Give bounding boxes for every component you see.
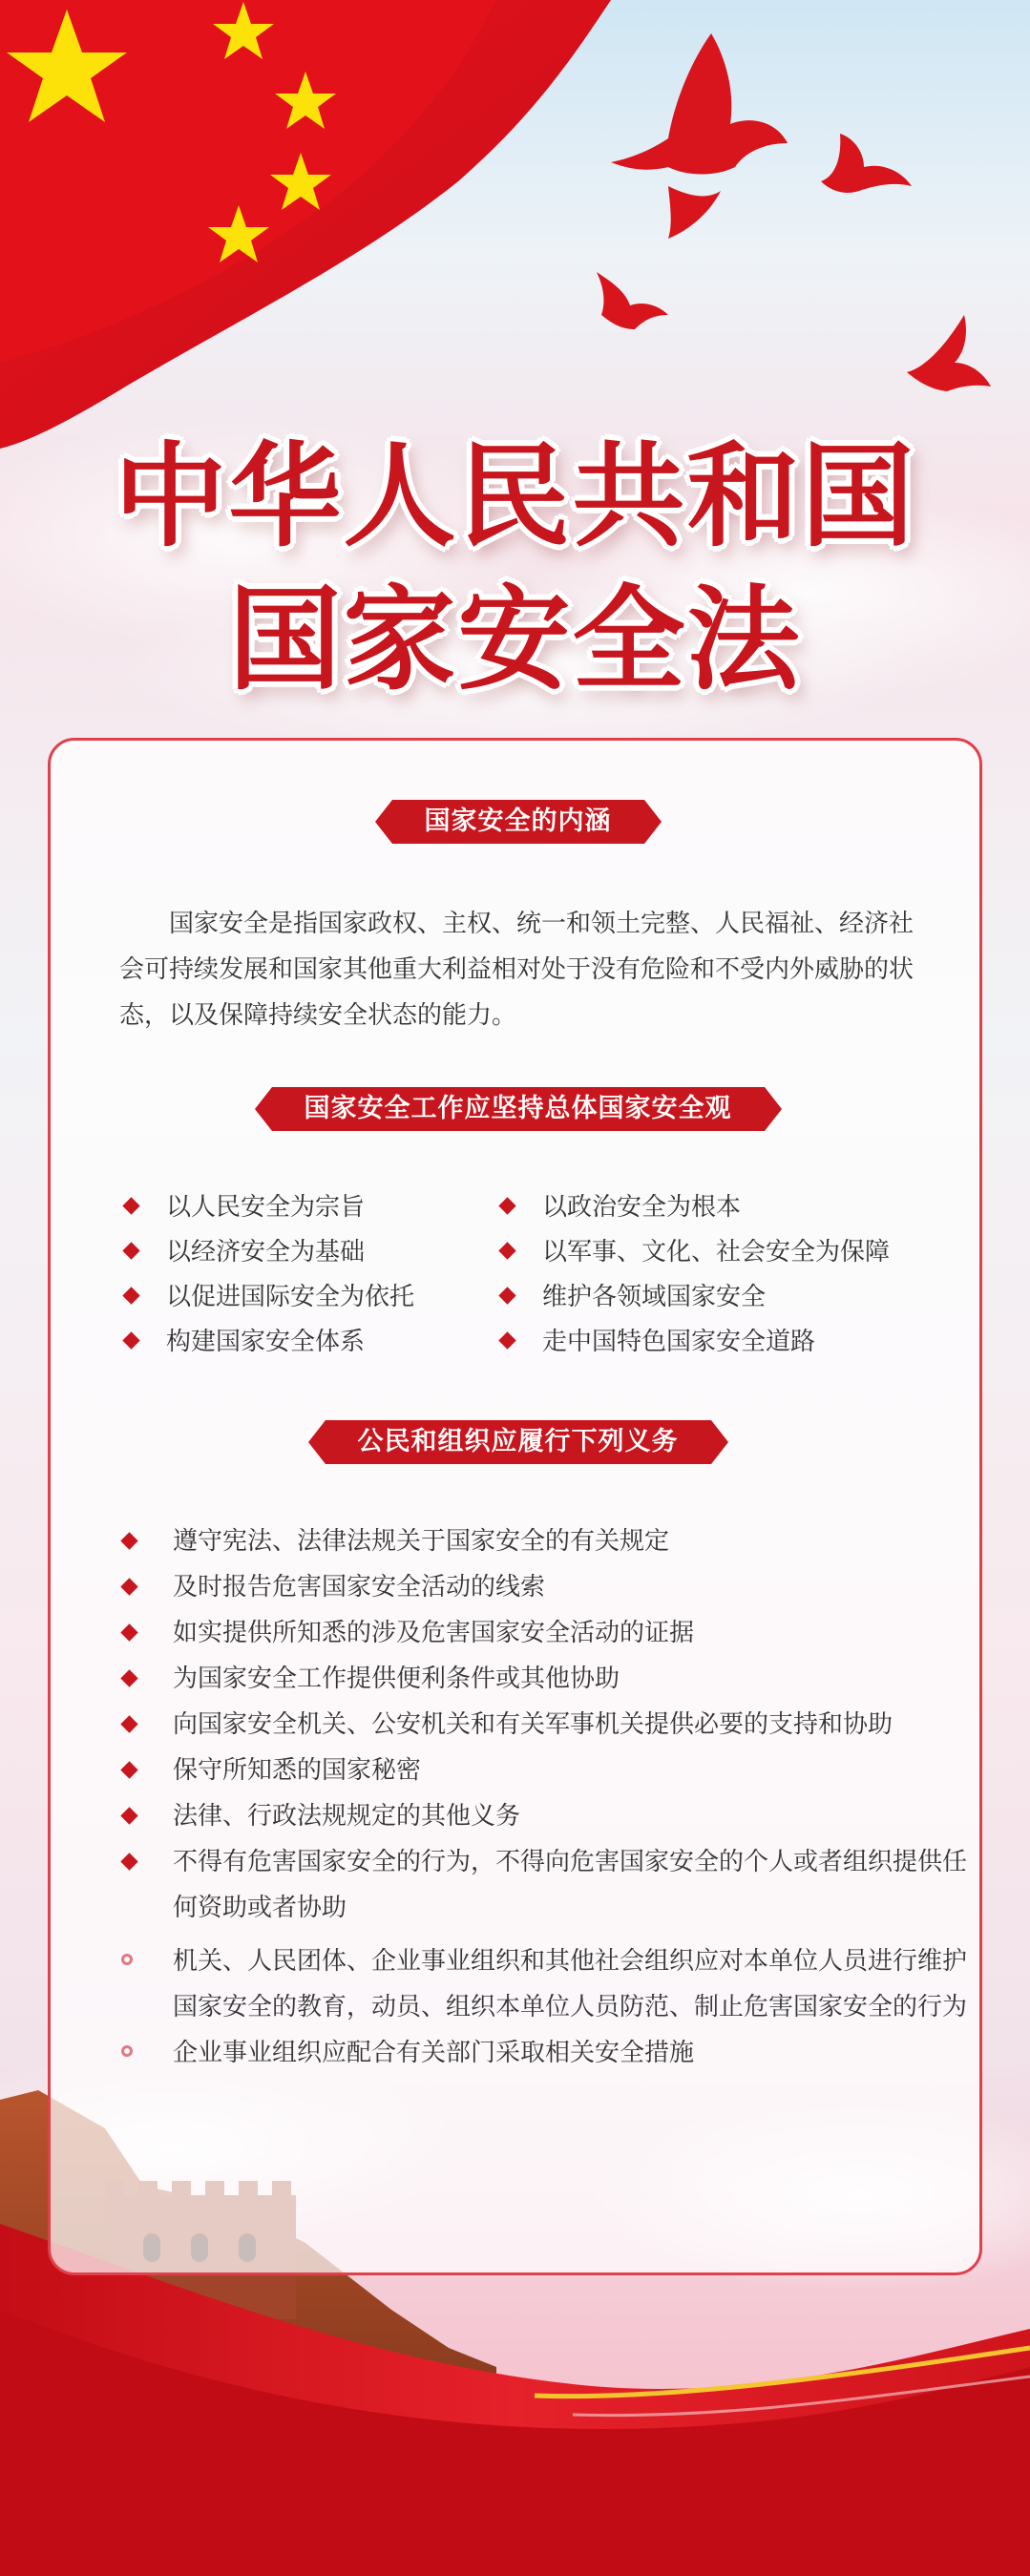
- list-item: 走中国特色国家安全道路: [501, 1319, 815, 1365]
- list-item: 企业事业组织应配合有关部门采取相关安全措施: [119, 2030, 959, 2076]
- diamond-bullet-icon: [120, 1715, 137, 1732]
- diamond-bullet-icon: [498, 1331, 515, 1349]
- flag-icon: [0, 0, 611, 449]
- list-item: 机关、人民团体、企业事业组织和其他社会组织应对本单位人员进行维护国家安全的教育，动员、组织本单位人员防范、制止危害国家安全的行为: [119, 1938, 975, 2030]
- diamond-bullet-icon: [120, 1532, 137, 1549]
- diamond-bullet-icon: [122, 1287, 139, 1304]
- duties-list: [119, 1518, 968, 2076]
- section1-heading: 国家安全的内涵: [392, 800, 644, 844]
- list-item: 如实提供所知悉的涉及危害国家安全活动的证据: [119, 1610, 959, 1656]
- list-item: 向国家安全机关、公安机关和有关军事机关提供必要的支持和协助: [119, 1702, 959, 1748]
- dove-icon: [597, 33, 991, 391]
- section3-heading: 公民和组织应履行下列义务: [326, 1420, 711, 1464]
- section2-heading: 国家安全工作应坚持总体国家安全观: [272, 1087, 765, 1131]
- list-item: 维护各领域国家安全: [501, 1274, 766, 1320]
- list-item: 以军事、文化、社会安全为保障: [501, 1229, 890, 1275]
- diamond-bullet-icon: [120, 1578, 137, 1595]
- list-item: 以促进国际安全为依托: [125, 1274, 414, 1320]
- list-item: 法律、行政法规规定的其他义务: [119, 1793, 959, 1839]
- list-item: 以人民安全为宗旨: [125, 1184, 365, 1230]
- list-item: 以政治安全为根本: [501, 1184, 741, 1230]
- ring-bullet-icon: [121, 2045, 133, 2057]
- diamond-bullet-icon: [498, 1242, 515, 1259]
- list-item: 为国家安全工作提供便利条件或其他协助: [119, 1656, 959, 1702]
- section1-heading-wrap: [51, 800, 985, 844]
- section1-text: 国家安全是指国家政权、主权、统一和领土完整、人民福祉、经济社会可持续发展和国家其他重大利益相对处于没有危险和不受内外威胁的状态，以及保障持续安全状态的能力。: [119, 910, 914, 1030]
- diamond-bullet-icon: [498, 1287, 515, 1304]
- diamond-bullet-icon: [120, 1623, 137, 1641]
- diamond-bullet-icon: [120, 1761, 137, 1778]
- diamond-bullet-icon: [122, 1242, 139, 1259]
- ring-bullet-icon: [121, 1954, 133, 1965]
- section3-heading-wrap: [51, 1420, 985, 1464]
- page-title-line2: 国家安全法: [228, 574, 802, 705]
- diamond-bullet-icon: [498, 1197, 515, 1214]
- list-item: 遵守宪法、法律法规关于国家安全的有关规定: [119, 1518, 959, 1564]
- list-item: 保守所知悉的国家秘密: [119, 1748, 959, 1793]
- diamond-bullet-icon: [120, 1807, 137, 1824]
- section2-heading-wrap: [51, 1087, 985, 1131]
- diamond-bullet-icon: [120, 1669, 137, 1686]
- diamond-bullet-icon: [120, 1853, 137, 1870]
- content-card: [48, 738, 982, 2275]
- diamond-bullet-icon: [122, 1331, 139, 1349]
- page-title-line1: 中华人民共和国: [114, 430, 916, 562]
- list-item: 不得有危害国家安全的行为，不得向危害国家安全的个人或者组织提供任何资助或者协助: [119, 1839, 975, 1931]
- list-item: 以经济安全为基础: [125, 1229, 365, 1275]
- list-item: 构建国家安全体系: [125, 1319, 365, 1365]
- list-item: 及时报告危害国家安全活动的线索: [119, 1564, 959, 1610]
- diamond-bullet-icon: [122, 1197, 139, 1214]
